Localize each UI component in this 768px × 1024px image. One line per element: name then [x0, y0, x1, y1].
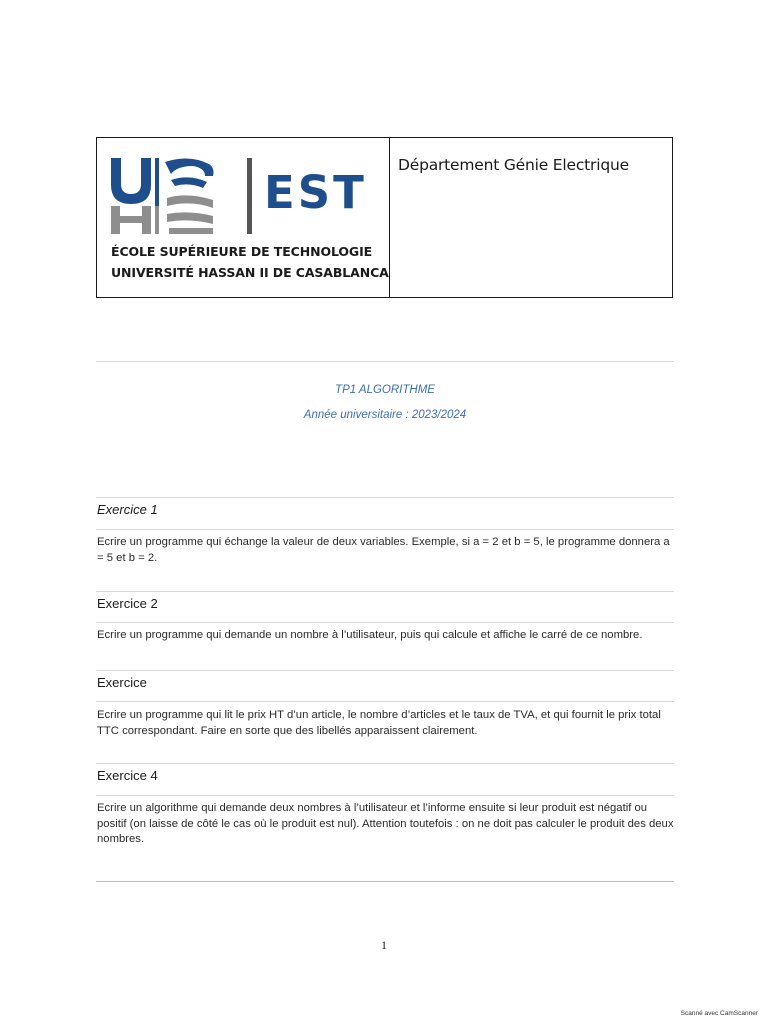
tp-title: TP1 ALGORITHME [335, 384, 435, 396]
divider [96, 622, 674, 623]
divider [96, 361, 674, 362]
divider [96, 670, 674, 671]
exercise-1-body: Ecrire un programme qui échange la valeur de deux variables. Exemple, si a = 2 et b = 5, le programme donnera a = 5 et b = 2. [97, 536, 670, 564]
scanner-watermark: Scanné avec CamScanner [680, 1010, 758, 1017]
exercise-2-body: Ecrire un programme qui demande un nombre à l’utilisateur, puis qui calcule et affiche le carré de ce nombre. [97, 629, 643, 641]
divider [96, 591, 674, 592]
department-cell [390, 138, 672, 297]
exercise-3-body: Ecrire un programme qui lit le prix HT d’un article, le nombre d’articles et le taux de TVA, et qui fournit le prix total TTC correspondant. Faire en sorte que des libellés apparaissent clairement. [97, 709, 661, 737]
divider [96, 795, 674, 796]
exercise-1-title: Exercice 1 [97, 502, 158, 517]
divider [96, 701, 674, 702]
exercise-4-title: Exercice 4 [97, 768, 158, 783]
school-name: ÉCOLE SUPÉRIEURE DE TECHNOLOGIE [111, 244, 373, 259]
divider [96, 763, 674, 764]
exercise-3-title: Exercice [97, 675, 147, 690]
divider [96, 881, 674, 882]
est-logo-text: EST [264, 166, 367, 219]
exercise-2-title: Exercice 2 [97, 596, 158, 611]
academic-year: Année universitaire : 2023/2024 [303, 409, 467, 421]
department-name: Département Génie Electrique [398, 156, 629, 174]
university-name: UNIVERSITÉ HASSAN II DE CASABLANCA [111, 265, 389, 280]
exercise-4-body: Ecrire un algorithme qui demande deux nombres à l’utilisateur et l’informe ensuite si leur produit est négatif ou positif (on laisse de côté le cas où le produit est nul). Attention toutefois : on ne doit pas calculer le produit des deux nombres. [97, 802, 674, 845]
divider [96, 529, 674, 530]
page-number: 1 [381, 938, 387, 952]
divider [96, 497, 674, 498]
university-logo-icon [109, 154, 254, 236]
logo-cell [97, 138, 390, 297]
header-table [96, 137, 673, 298]
